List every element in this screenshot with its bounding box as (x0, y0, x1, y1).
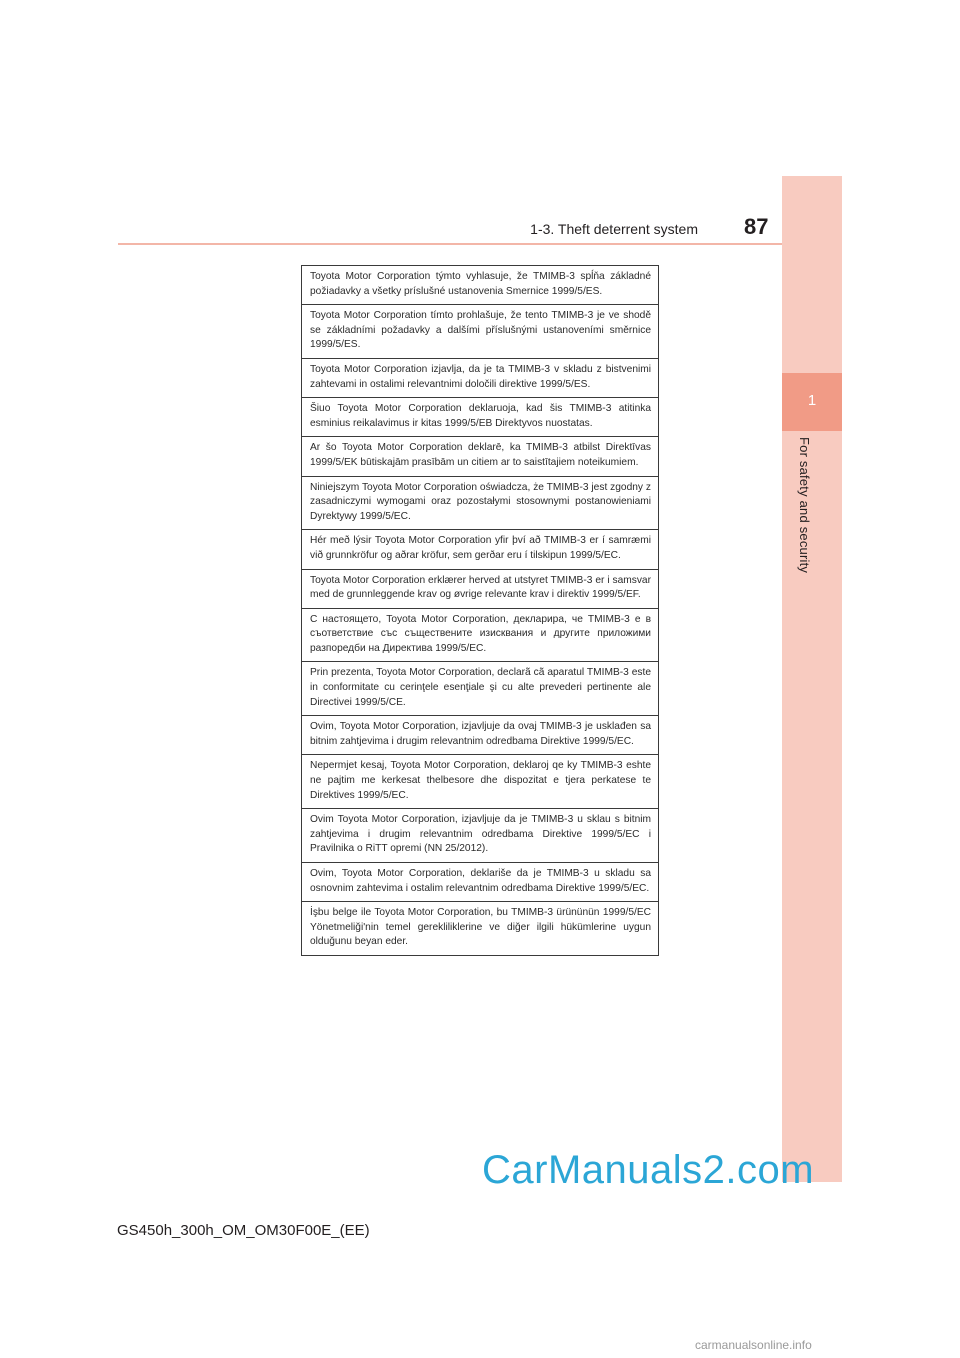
declaration-slovenian: Toyota Motor Corporation izjavlja, da je ta TMIMB-3 v skladu z bistvenimi zahtevami in ostalimi relevantnimi določili direktive 1999/5/ES. (302, 359, 658, 398)
page-number: 87 (744, 214, 769, 239)
declaration-norwegian: Toyota Motor Corporation erklærer herved at utstyret TMIMB-3 er i samsvar med de grunnleggende krav og øvrige relevante krav i direktiv 1999/5/EF. (302, 570, 658, 609)
chapter-number: 1 (807, 392, 817, 409)
section-title: 1-3. Theft deterrent system (530, 221, 698, 237)
declaration-table (301, 265, 659, 956)
declaration-slovak: Toyota Motor Corporation týmto vyhlasuje, že TMIMB-3 spĺňa základné požiadavky a všetky príslušné ustanovenia Smernice 1999/5/ES. (302, 266, 658, 305)
declaration-bulgarian: С настоящето, Toyota Motor Corporation, декларира, че TMIMB-3 е в съответствие със съществените изисквания и другите приложими разпоредби на Директива 1999/5/ЕС. (302, 609, 658, 663)
declaration-polish: Niniejszym Toyota Motor Corporation oświadcza, że TMIMB-3 jest zgodny z zasadniczymi wymogami oraz pozostałymi stosownymi postanowieniami Dyrektywy 1999/5/EC. (302, 477, 658, 531)
declaration-albanian: Nepermjet kesaj, Toyota Motor Corporation, deklaroj qe ky TMIMB-3 eshte ne pajtim me kerkesat thelbesore dhe dispozitat e tjera perkatese te Direktives 1999/5/EC. (302, 755, 658, 809)
declaration-romanian: Prin prezenta, Toyota Motor Corporation, declarã cã aparatul TMIMB-3 este in conformitate cu cerinţele esenţiale şi cu alte prevederi pertinente ale Directivei 1999/5/CE. (302, 662, 658, 716)
watermark-logo: CarManuals2.com (482, 1148, 815, 1192)
declaration-croatian: Ovim Toyota Motor Corporation, izjavljuje da je TMIMB-3 u sklau s bitnim zahtjevima i drugim relevantnim odredbama Direktive 1999/5/EC i Pravilnika o RiTT opremi (NN 25/2012). (302, 809, 658, 863)
declaration-czech: Toyota Motor Corporation tímto prohlašuje, že tento TMIMB-3 je ve shodě se základními požadavky a dalšími příslušnými ustanoveními směrnice 1999/5/ES. (302, 305, 658, 359)
manual-code: GS450h_300h_OM_OM30F00E_(EE) (117, 1222, 370, 1239)
declaration-latvian: Ar šo Toyota Motor Corporation deklarē, ka TMIMB-3 atbilst Direktīvas 1999/5/EK būtiskajām prasībām un citiem ar to saistītajiem noteikumiem. (302, 437, 658, 476)
declaration-icelandic: Hér með lýsir Toyota Motor Corporation yfir því að TMIMB-3 er í samræmi við grunnkröfur og aðrar kröfur, sem gerðar eru í tilskipun 1999/5/EC. (302, 530, 658, 569)
site-watermark: carmanualsonline.info (695, 1338, 812, 1352)
chapter-title: For safety and security (797, 437, 812, 574)
header-rule (118, 243, 782, 245)
declaration-lithuanian: Šiuo Toyota Motor Corporation deklaruoja, kad šis TMIMB-3 atitinka esminius reikalavimus ir kitas 1999/5/EB Direktyvos nuostatas. (302, 398, 658, 437)
declaration-bosnian: Ovim, Toyota Motor Corporation, izjavljuje da ovaj TMIMB-3 je usklađen sa bitnim zahtjevima i drugim relevantnim odredbama Direktive 1999/5/EC. (302, 716, 658, 755)
declaration-turkish: İşbu belge ile Toyota Motor Corporation, bu TMIMB-3 ürününün 1999/5/EC Yönetmeliği'nin temel gerekliliklerine ve diğer ilgili hükümlerine uygun olduğunu beyan eder. (310, 907, 651, 948)
chapter-side-band (782, 176, 842, 1182)
declaration-serbian: Ovim, Toyota Motor Corporation, deklariše da je TMIMB-3 u skladu sa osnovnim zahtevima i ostalim relevantnim odredbama Direktive 1999/5/EC. (302, 863, 658, 902)
